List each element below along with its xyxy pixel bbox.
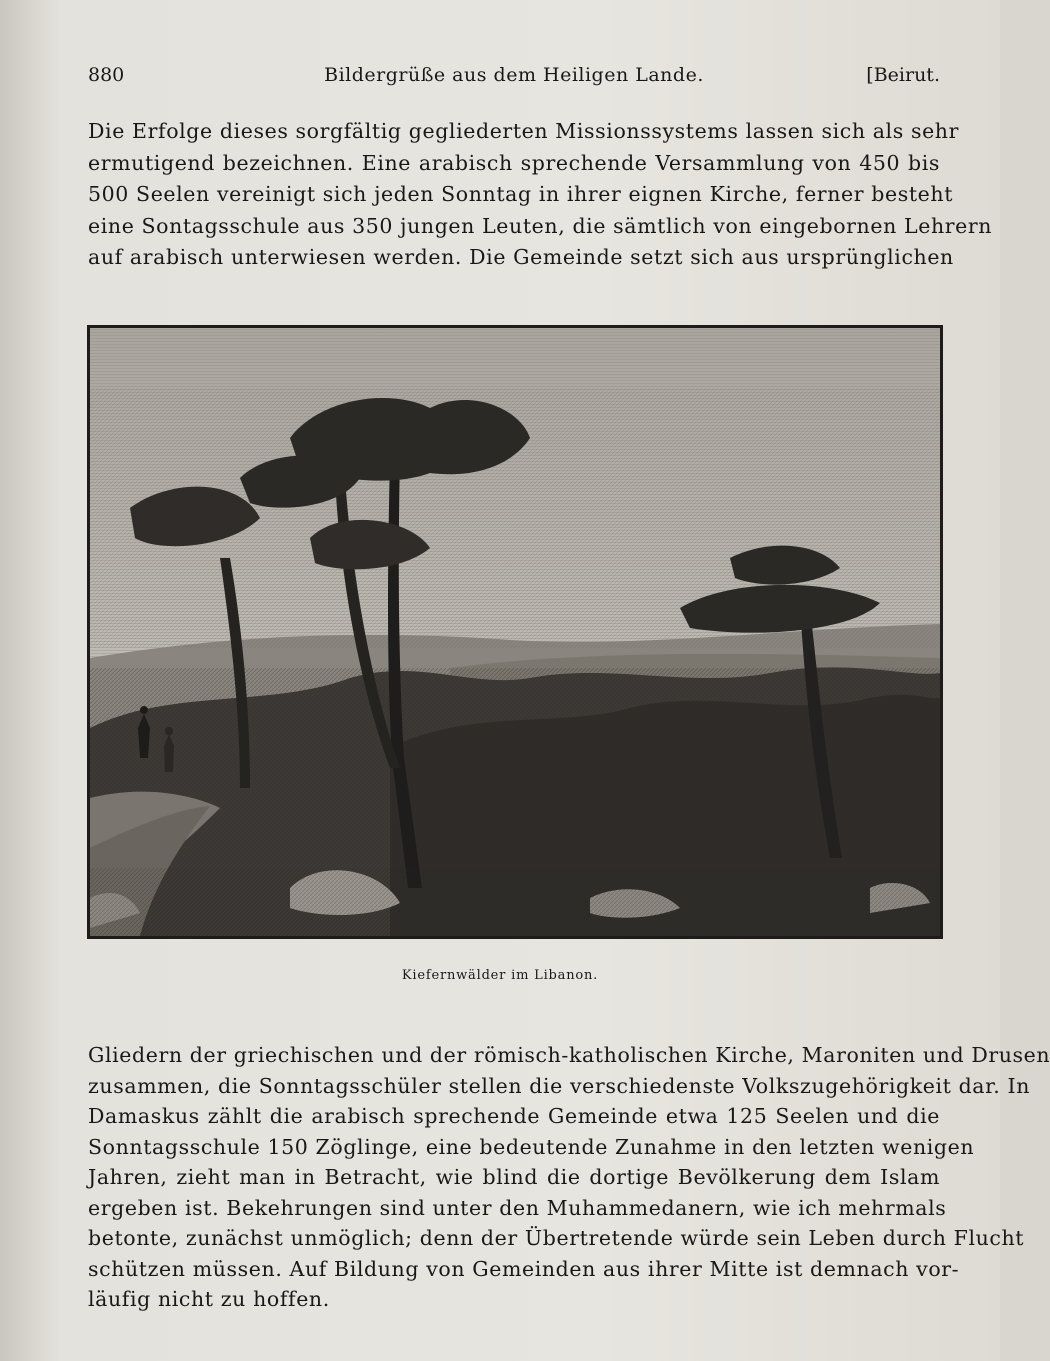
text-line: Sonntagsschule 150 Zöglinge, eine bedeutende Zunahme in den letzten wenigen — [88, 1134, 975, 1159]
text-line: ergeben ist. Bekehrungen sind unter den Muhammedanern, wie ich mehrmals — [88, 1195, 947, 1220]
text-line: läufig nicht zu hoffen. — [88, 1287, 330, 1311]
text-line: Damaskus zählt die arabisch sprechende Gemeinde etwa 125 Seelen und die — [88, 1104, 940, 1128]
text-line: 500 Seelen vereinigt sich jeden Sonntag in ihrer eignen Kirche, ferner besteht — [88, 182, 954, 206]
figure-caption: Kiefernwälder im Libanon. — [401, 968, 599, 983]
section-marker: [Beirut. — [866, 64, 940, 86]
text-line: ermutigend bezeichnen. Eine arabisch sprechende Versammlung von 450 bis — [88, 150, 940, 175]
text-line: betonte, zunächst unmöglich; denn der Übertretende würde sein Leben durch Flucht — [88, 1226, 1025, 1250]
text-line: Die Erfolge dieses sorgfältig gegliederten Missionssystems lassen sich als sehr — [88, 119, 960, 143]
text-line: schützen müssen. Auf Bildung von Gemeinden aus ihrer Mitte ist demnach vor- — [88, 1256, 960, 1281]
paragraph-bottom — [88, 1040, 1050, 1315]
pine-forest-engraving — [90, 328, 940, 936]
text-line: Gliedern der griechischen und der römisch-katholischen Kirche, Maroniten und Drusen — [88, 1043, 1050, 1067]
running-head — [88, 64, 940, 94]
text-line: auf arabisch unterwiesen werden. Die Gemeinde setzt sich aus ursprünglichen — [88, 245, 954, 269]
running-title: Bildergrüße aus dem Heiligen Lande. — [324, 64, 704, 86]
engraving-illustration — [87, 325, 943, 939]
text-line: eine Sontagsschule aus 350 jungen Leuten, die sämtlich von eingebornen Lehrern — [88, 213, 993, 238]
text-line: Jahren, zieht man in Betracht, wie blind die dortige Bevölkerung dem Islam — [88, 1165, 940, 1189]
paragraph-top — [88, 116, 993, 274]
text-line: zusammen, die Sonntagsschüler stellen die verschiedenste Volkszugehörigkeit dar. In — [88, 1073, 1031, 1098]
page-number: 880 — [88, 64, 125, 86]
